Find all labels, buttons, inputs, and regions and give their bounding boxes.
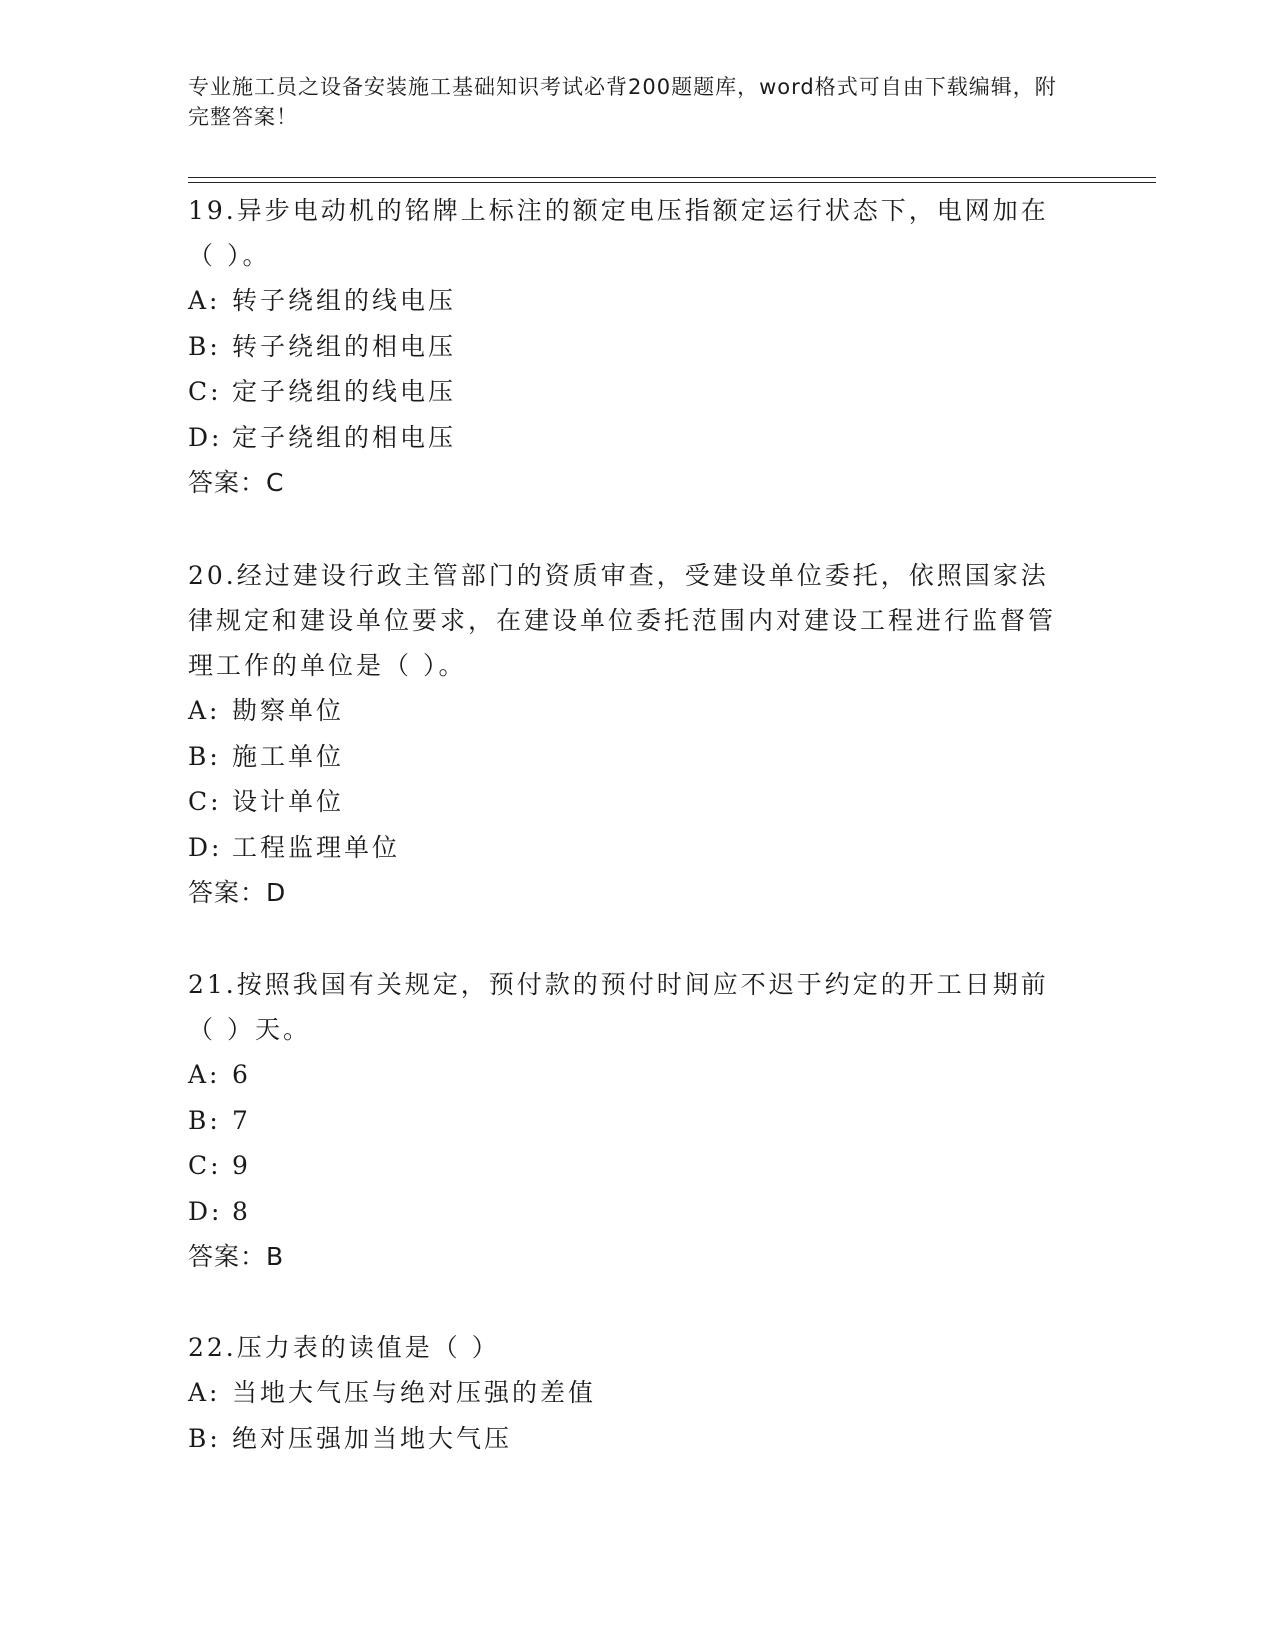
option-letter: C: [188,1151,222,1180]
option-b [188,324,1068,370]
option-letter: A: [188,286,221,315]
option-letter: B: [188,331,221,361]
question-stem: 22.压力表的读值是（ ） [188,1333,500,1362]
question-22 [188,1325,1068,1461]
option-letter: A: [188,696,221,725]
question-21 [188,962,1068,1279]
option-letter: D: [188,422,223,452]
option-a [188,1052,1068,1098]
question-stem: 21.按照我国有关规定，预付款的预付时间应不迟于约定的开工日期前（ ）天。 [188,970,1049,1044]
option-letter: C: [188,787,222,816]
option-b [188,1098,1068,1144]
option-d [188,415,1068,461]
document-header: 专业施工员之设备安装施工基础知识考试必背200题题库，word格式可自由下载编辑，附完整答案！ [188,75,1057,129]
option-d [188,825,1068,871]
option-b [188,1416,1068,1462]
header-rule-bottom [188,182,1156,183]
option-text: 定子绕组的相电压 [232,422,457,452]
option-d [188,1189,1068,1235]
option-text: 勘察单位 [232,696,345,725]
question-stem: 20.经过建设行政主管部门的资质审查，受建设单位委托，依照国家法律规定和建设单位要求，在建设单位委托范围内对建设工程进行监督管理工作的单位是（ ）。 [188,561,1057,680]
question-20 [188,553,1068,915]
option-letter: A: [188,1378,221,1407]
option-text: 工程监理单位 [232,832,401,862]
option-c [188,1143,1068,1189]
option-text: 绝对压强加当地大气压 [232,1423,513,1453]
option-text: 8 [232,1196,251,1226]
answer-line: 答案：B [188,1242,285,1271]
option-text: 转子绕组的线电压 [232,286,457,315]
header-rule-top [188,177,1156,178]
option-letter: B: [188,1423,221,1453]
option-text: 当地大气压与绝对压强的差值 [232,1378,597,1407]
option-text: 6 [232,1060,251,1089]
option-c [188,369,1068,415]
option-c [188,779,1068,825]
question-stem: 19.异步电动机的铭牌上标注的额定电压指额定运行状态下，电网加在（ ）。 [188,196,1049,270]
option-a [188,278,1068,324]
option-letter: D: [188,1196,223,1226]
option-letter: A: [188,1060,221,1089]
option-text: 定子绕组的线电压 [232,377,457,406]
option-letter: B: [188,1105,221,1135]
option-a [188,688,1068,734]
question-19 [188,188,1068,505]
answer-line: 答案：C [188,468,285,497]
option-letter: D: [188,832,223,862]
option-text: 7 [232,1105,251,1135]
option-a [188,1370,1068,1416]
option-letter: B: [188,741,221,771]
option-text: 设计单位 [232,787,345,816]
option-text: 9 [232,1151,251,1180]
answer-line: 答案：D [188,878,287,907]
option-letter: C: [188,377,222,406]
option-text: 施工单位 [232,741,345,771]
option-text: 转子绕组的相电压 [232,331,457,361]
option-b [188,734,1068,780]
